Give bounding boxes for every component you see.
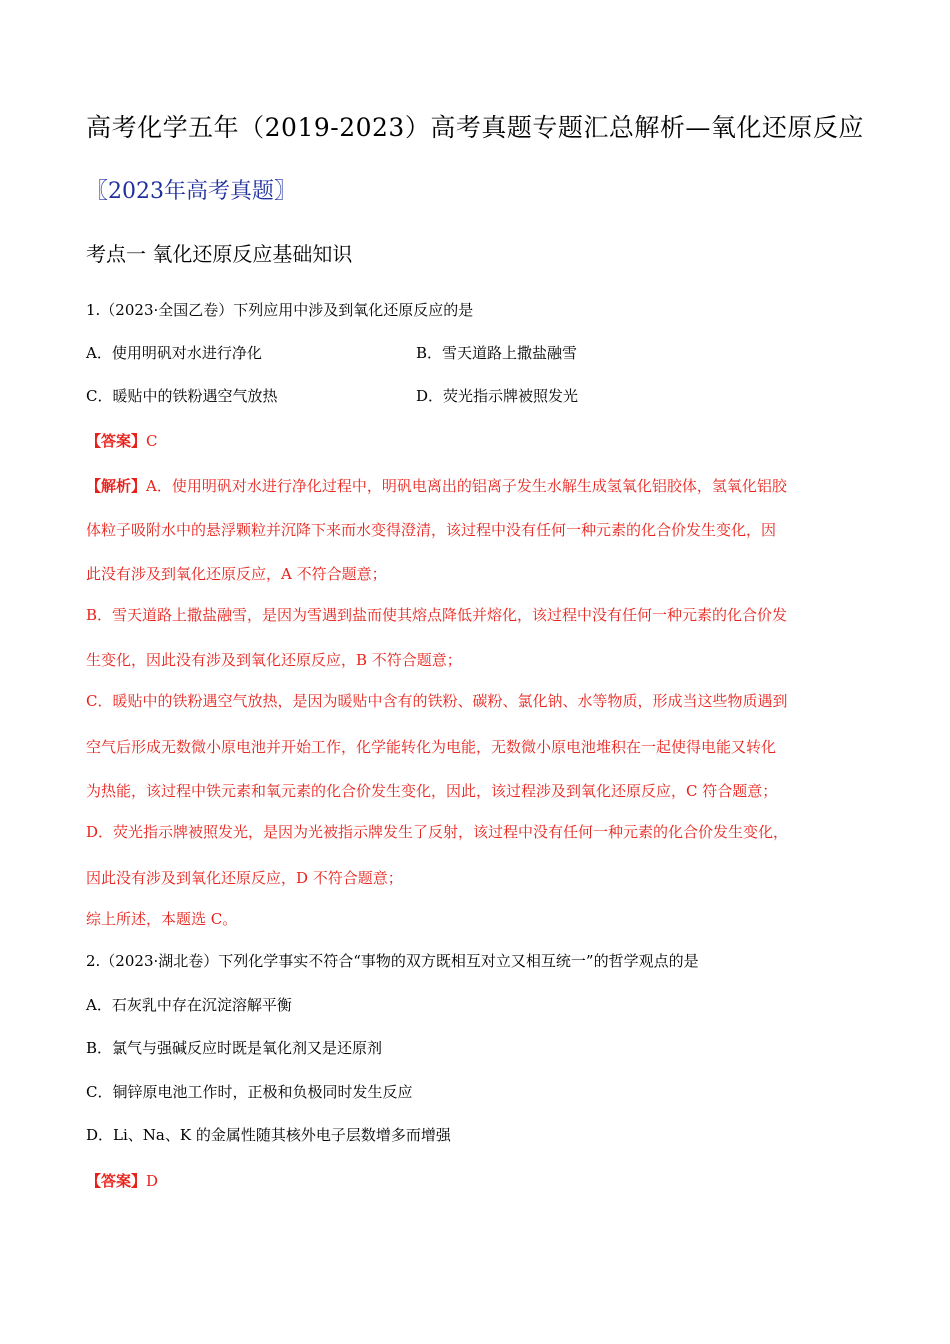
question-2-option-b: B．氯气与强碱反应时既是氧化剂又是还原剂 (86, 1039, 383, 1057)
question-1-option-b: B．雪天道路上撒盐融雪 (416, 344, 578, 362)
subsection-heading: 考点一 氧化还原反应基础知识 (86, 242, 353, 266)
analysis-line: 体粒子吸附水中的悬浮颗粒并沉降下来而水变得澄清，该过程中没有任何一种元素的化合价发生变化，因 (86, 521, 777, 539)
analysis-line: 因此没有涉及到氧化还原反应，D 不符合题意； (86, 869, 403, 887)
question-1-option-a: A．使用明矾对水进行净化 (86, 344, 262, 362)
analysis-line (86, 475, 787, 496)
analysis-line: 此没有涉及到氧化还原反应，A 不符合题意； (86, 565, 387, 583)
answer-value: C (146, 432, 158, 450)
analysis-text: A．使用明矾对水进行净化过程中，明矾电离出的铝离子发生水解生成氢氧化铝胶体，氢氧化铝胶 (146, 477, 787, 495)
answer-tag: 【答案】 (86, 1172, 147, 1190)
question-2-option-c: C．铜锌原电池工作时，正极和负极同时发生反应 (86, 1083, 413, 1101)
analysis-line: 为热能，该过程中铁元素和氧元素的化合价发生变化，因此，该过程涉及到氧化还原反应，C 符合题意； (86, 782, 778, 800)
analysis-tag: 【解析】 (86, 477, 147, 495)
question-1-option-d: D．荧光指示牌被照发光 (416, 387, 579, 405)
analysis-line: C．暖贴中的铁粉遇空气放热，是因为暖贴中含有的铁粉、碳粉、氯化钠、水等物质，形成当这些物质遇到 (86, 692, 788, 710)
question-1-option-c: C．暖贴中的铁粉遇空气放热 (86, 387, 278, 405)
section-heading: 〖2023年高考真题〗 (86, 179, 296, 204)
question-2-option-d: D．Li、Na、K 的金属性随其核外电子层数增多而增强 (86, 1126, 451, 1144)
page-title: 高考化学五年（2019-2023）高考真题专题汇总解析—氧化还原反应 (86, 113, 864, 142)
analysis-line: 生变化，因此没有涉及到氧化还原反应，B 不符合题意； (86, 651, 462, 669)
answer-value: D (146, 1172, 159, 1190)
question-1-stem: 1.（2023·全国乙卷）下列应用中涉及到氧化还原反应的是 (86, 301, 474, 319)
question-2-stem: 2.（2023·湖北卷）下列化学事实不符合“事物的双方既相互对立又相互统一”的哲学观点的是 (86, 952, 699, 970)
question-2-option-a: A．石灰乳中存在沉淀溶解平衡 (86, 996, 292, 1014)
analysis-line: D．荧光指示牌被照发光，是因为光被指示牌发生了反射，该过程中没有任何一种元素的化合价发生变化， (86, 823, 789, 841)
question-1-answer (86, 430, 158, 451)
question-2-answer (86, 1170, 158, 1191)
analysis-line: B．雪天道路上撒盐融雪，是因为雪遇到盐而使其熔点降低并熔化，该过程中没有任何一种元素的化合价发 (86, 606, 788, 624)
analysis-line: 空气后形成无数微小原电池并开始工作，化学能转化为电能，无数微小原电池堆积在一起使得电能又转化 (86, 738, 777, 756)
analysis-conclusion: 综上所述，本题选 C。 (86, 910, 238, 928)
answer-tag: 【答案】 (86, 432, 147, 450)
